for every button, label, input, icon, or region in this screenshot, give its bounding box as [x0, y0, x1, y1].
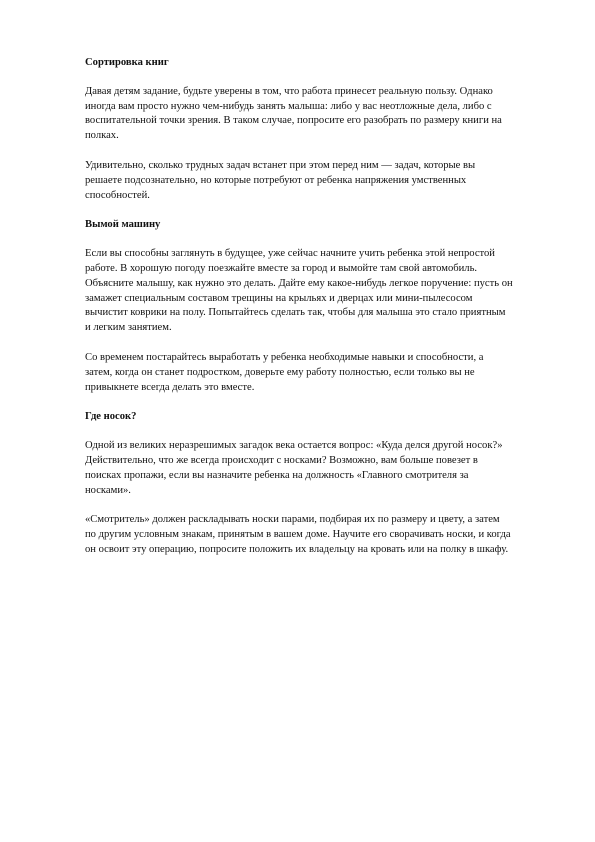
paragraph: «Смотритель» должен раскладывать носки парами, подбирая их по размеру и цвету, а затем по другим условным знакам, принятым в вашем доме. Научите его сворачивать носки, и когда он освоит эту операцию, попросите положить их владельцу на кровать или на полку в шкафу. — [85, 514, 511, 555]
section-where-sock — [85, 410, 513, 557]
section-heading: Где носок? — [85, 411, 137, 423]
paragraph: Давая детям задание, будьте уверены в том, что работа принесет реальную пользу. Однако иногда вам просто нужно чем-нибудь занять малыша: либо у вас неотложные дела, либо с воспитательной точки зрения. В таком случае, попросите его разобрать по размеру книги на полках. — [85, 85, 502, 142]
paragraph: Со временем постарайтесь выработать у ребенка необходимые навыки и способности, а затем, когда он станет подростком, доверьте ему работу полностью, если только вы не привыкнете всегда делать это вместе. — [85, 351, 484, 393]
paragraph: Одной из великих неразрешимых загадок века остается вопрос: «Куда делся другой носок?» Действительно, что же всегда происходит с носками? Возможно, вам больше повезет в поисках пропажи, если вы назначите ребенка на должность «Главного смотрителя за носками». — [85, 440, 503, 496]
paragraph: Если вы способны заглянуть в будущее, уже сейчас начните учить ребенка этой непростой работе. В хорошую погоду поезжайте вместе за город и вымойте там свой автомобиль. Объясните малышу, как нужно это делать. Дайте ему какое-нибудь легкое поручение: пусть он замажет специальным составом трещины на крыльях и дверцах или мини-пылесосом вычистит коврики на полу. Попытайтесь сделать так, чтобы для малыша это стало приятным и легким занятием. — [85, 248, 513, 334]
section-wash-car — [85, 218, 513, 395]
paragraph: Удивительно, сколько трудных задач встанет при этом перед ним — задач, которые вы решаете подсознательно, но которые потребуют от ребенка напряжения умственных способностей. — [85, 159, 476, 201]
section-heading: Вымой машину — [85, 219, 161, 231]
document-body — [85, 56, 513, 573]
section-heading: Сортировка книг — [85, 57, 169, 68]
section-book-sorting — [85, 56, 513, 203]
